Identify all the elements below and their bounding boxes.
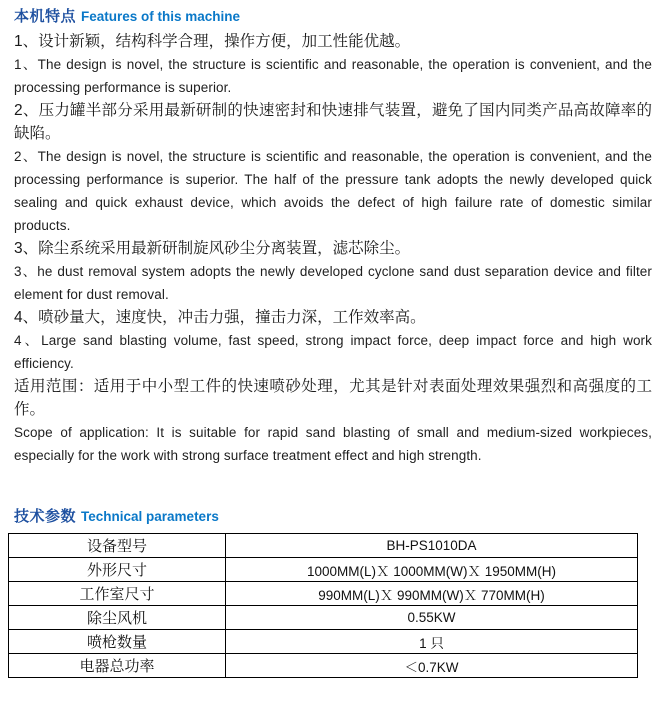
param-value-chamber-size: 990MM(L)Ｘ 990MM(W)Ｘ 770MM(H) [226,582,638,606]
param-label-total-power: 电器总功率 [9,654,226,678]
feature-4-en: 4、Large sand blasting volume, fast speed, strong impact force, deep impact force and high work efficiency. [14,333,652,371]
feature-item [14,99,652,237]
param-label-chamber-size: 工作室尺寸 [9,582,226,606]
tech-title-en: Technical parameters [81,509,219,524]
scope-en: Scope of application: It is suitable for rapid sand blasting of small and medium-sized workpieces, especially for the work with strong surface treatment effect and high strength. [14,425,652,463]
feature-3-en: 3、he dust removal system adopts the newly developed cyclone sand dust separation device and filter element for dust removal. [14,264,652,302]
feature-2-zh: 2、压力罐半部分采用最新研制的快速密封和快速排气装置，避免了国内同类产品高故障率的缺陷。 [14,102,652,142]
param-value-gun-count: 1 只 [226,630,638,654]
table-row [9,534,638,558]
table-row [9,630,638,654]
feature-1-en: 1、The design is novel, the structure is scientific and reasonable, the operation is convenient, and the processing performance is superior. [14,57,652,95]
table-row [9,606,638,630]
param-label-dust-fan: 除尘风机 [9,606,226,630]
table-row [9,654,638,678]
tech-title-zh: 技术参数 [14,508,77,525]
features-body [14,30,652,463]
feature-item [14,30,652,99]
features-section-title [14,6,652,30]
tech-section-title [14,506,652,528]
feature-item [14,306,652,375]
param-value-dust-fan: 0.55KW [226,606,638,630]
param-value-model: BH-PS1010DA [226,534,638,558]
technical-parameters-table [8,533,638,678]
table-row [9,558,638,582]
feature-1-zh: 1、设计新颖，结构科学合理，操作方便，加工性能优越。 [14,33,411,50]
scope-zh: 适用范围：适用于中小型工件的快速喷砂处理，尤其是针对表面处理效果强烈和高强度的工作。 [14,378,652,418]
features-title-en: Features of this machine [81,9,241,24]
param-label-gun-count: 喷枪数量 [9,630,226,654]
features-title-zh: 本机特点 [14,8,77,25]
feature-item [14,375,652,467]
param-label-overall-size: 外形尺寸 [9,558,226,582]
feature-item [14,237,652,306]
param-value-overall-size: 1000MM(L)Ｘ 1000MM(W)Ｘ 1950MM(H) [226,558,638,582]
feature-4-zh: 4、喷砂量大，速度快，冲击力强，撞击力深，工作效率高。 [14,309,426,326]
param-value-total-power: ＜0.7KW [226,654,638,678]
feature-2-en: 2、The design is novel, the structure is scientific and reasonable, the operation is convenient, and the processing performance is superior. The half of the pressure tank adopts the newly developed quick sealing and quick exhaust device, which avoids the defect of high failure rate of domestic similar products. [14,149,652,233]
param-label-model: 设备型号 [9,534,226,558]
table-row [9,582,638,606]
feature-3-zh: 3、除尘系统采用最新研制旋风砂尘分离装置，滤芯除尘。 [14,240,411,257]
